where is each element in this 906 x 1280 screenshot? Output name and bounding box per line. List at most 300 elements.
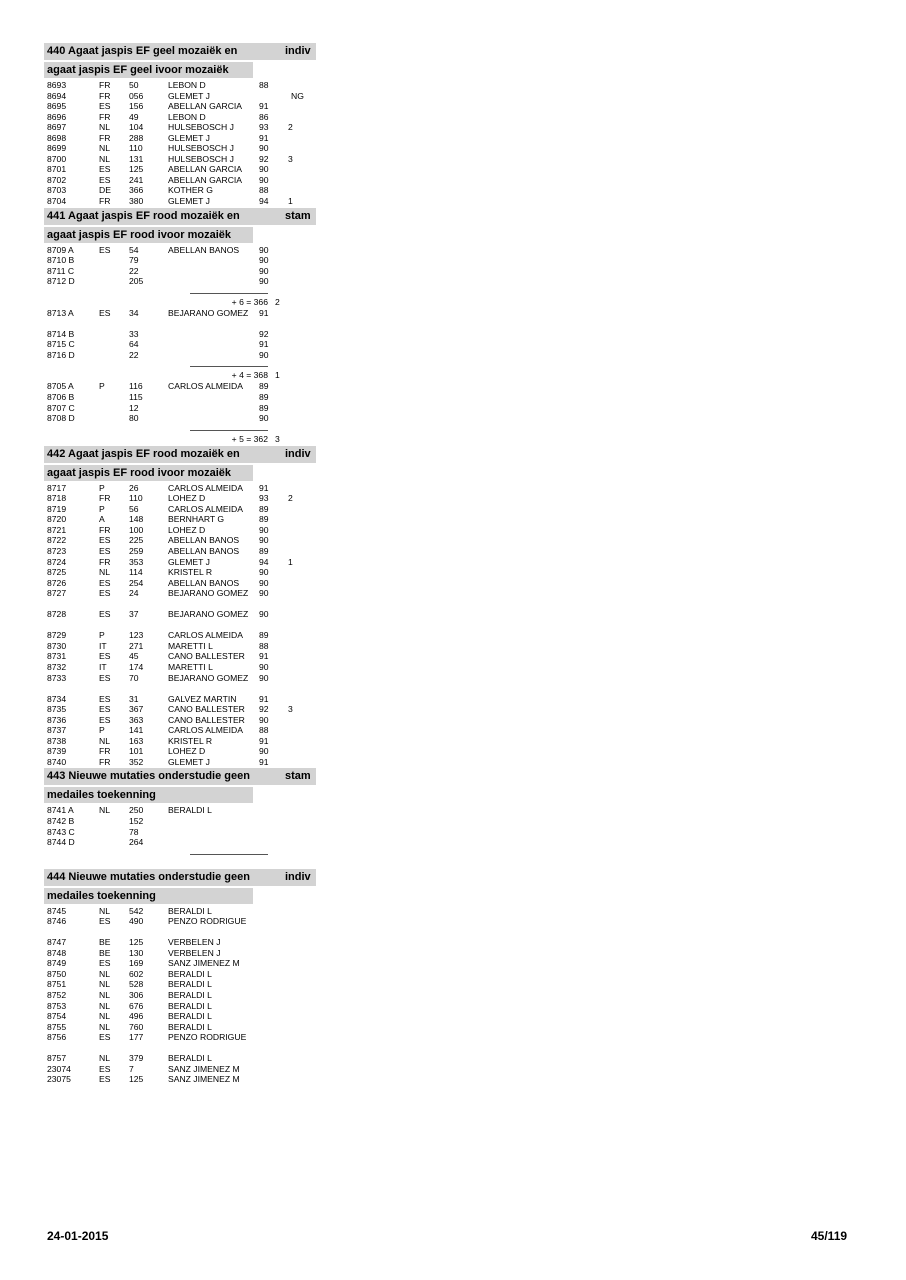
entry-number: 8743 C	[47, 826, 75, 837]
table-row	[44, 413, 316, 424]
entry-number: 8725	[47, 567, 67, 578]
entry-number: 8724	[47, 556, 67, 567]
entry-number: 8737	[47, 725, 67, 736]
country-code: FR	[99, 132, 111, 143]
ring-number: 7	[129, 1063, 134, 1074]
ring-number: 125	[129, 937, 144, 948]
table-row	[44, 381, 316, 392]
score: 92	[259, 704, 269, 715]
breeder-name: LOHEZ D	[168, 524, 206, 535]
entry-number: 8748	[47, 947, 67, 958]
score: 86	[259, 111, 269, 122]
table-row	[44, 80, 316, 91]
score: 89	[259, 503, 269, 514]
breeder-name: BERALDI L	[168, 979, 212, 990]
breeder-name: CARLOS ALMEIDA	[168, 503, 243, 514]
table-row	[44, 175, 316, 186]
table-row	[44, 504, 316, 515]
rank: 3	[288, 704, 293, 715]
total-value: + 4 = 368	[231, 370, 268, 381]
breeder-name: BERALDI L	[168, 1053, 212, 1064]
country-code: NL	[99, 1021, 110, 1032]
entry-number: 8746	[47, 916, 67, 927]
entry-number: 8696	[47, 111, 67, 122]
breeder-name: SANZ JIMENEZ M	[168, 1074, 240, 1085]
table-row	[44, 609, 316, 630]
table-row	[44, 493, 316, 504]
entry-number: 8753	[47, 1000, 67, 1011]
ring-number: 148	[129, 514, 144, 525]
score: 91	[259, 307, 269, 318]
table-row	[44, 112, 316, 123]
country-code: NL	[99, 1011, 110, 1022]
country-code: FR	[99, 493, 111, 504]
country-code: ES	[99, 958, 111, 969]
section-title: 443 Nieuwe mutaties onderstudie geen	[47, 770, 250, 783]
table-row	[44, 805, 316, 816]
ring-number: 130	[129, 947, 144, 958]
breeder-name: HULSEBOSCH J	[168, 122, 234, 133]
score: 88	[259, 640, 269, 651]
table-row	[44, 266, 316, 277]
breeder-name: ABELLAN BANOS	[168, 577, 240, 588]
entry-number: 23075	[47, 1074, 71, 1085]
score: 93	[259, 122, 269, 133]
score: 90	[259, 746, 269, 757]
breeder-name: CARLOS ALMEIDA	[168, 725, 243, 736]
breeder-name: CANO BALLESTER	[168, 714, 245, 725]
entry-number: 8734	[47, 693, 67, 704]
table-row	[44, 827, 316, 838]
country-code: P	[99, 503, 105, 514]
entry-number: 8713 A	[47, 307, 74, 318]
group-total	[44, 434, 316, 445]
total-rank: 2	[275, 296, 280, 307]
section-title: 441 Agaat jaspis EF rood mozaiëk en	[47, 209, 240, 222]
breeder-name: CANO BALLESTER	[168, 704, 245, 715]
table-row	[44, 906, 316, 917]
score: 90	[259, 714, 269, 725]
breeder-name: MARETTI L	[168, 640, 213, 651]
ring-number: 496	[129, 1011, 144, 1022]
section-kind: stam	[285, 770, 311, 783]
entry-number: 8755	[47, 1021, 67, 1032]
entry-number: 8728	[47, 609, 67, 620]
country-code: ES	[99, 1074, 111, 1085]
ring-number: 380	[129, 196, 144, 207]
ring-number: 22	[129, 349, 139, 360]
country-code: P	[99, 630, 105, 641]
entry-number: 8704	[47, 196, 67, 207]
score: 91	[259, 693, 269, 704]
entry-number: 8723	[47, 545, 67, 556]
entry-number: 8717	[47, 482, 67, 493]
country-code: DE	[99, 185, 111, 196]
table-row	[44, 641, 316, 652]
ring-number: 116	[129, 381, 143, 392]
table-row	[44, 816, 316, 827]
table-row	[44, 514, 316, 525]
entry-number: 8706 B	[47, 392, 75, 403]
country-code: ES	[99, 672, 111, 683]
ring-number: 64	[129, 339, 139, 350]
total-rank: 3	[275, 433, 280, 444]
entry-number: 8701	[47, 164, 67, 175]
sum-divider	[44, 287, 316, 297]
section-title: 444 Nieuwe mutaties onderstudie geen	[47, 870, 250, 883]
entry-number: 8741 A	[47, 805, 74, 816]
country-code: BE	[99, 937, 111, 948]
section-header	[44, 43, 316, 60]
country-code: ES	[99, 651, 111, 662]
entry-number: 8707 C	[47, 402, 75, 413]
country-code: NL	[99, 153, 110, 164]
breeder-name: LOHEZ D	[168, 493, 206, 504]
ring-number: 100	[129, 524, 144, 535]
score: 89	[259, 545, 269, 556]
entry-number: 8732	[47, 661, 67, 672]
rank: 2	[288, 493, 293, 504]
ring-number: 174	[129, 661, 144, 672]
entry-number: 8708 D	[47, 413, 75, 424]
entry-number: 8721	[47, 524, 67, 535]
entry-number: 8703	[47, 185, 67, 196]
ring-number: 542	[129, 905, 144, 916]
breeder-name: BEJARANO GOMEZ	[168, 588, 249, 599]
score: 93	[259, 493, 269, 504]
entry-number: 8736	[47, 714, 67, 725]
ring-number: 12	[129, 402, 139, 413]
table-row	[44, 588, 316, 609]
table-row	[44, 916, 316, 937]
breeder-name: LEBON D	[168, 80, 206, 90]
country-code: FR	[99, 90, 111, 101]
country-code: NL	[99, 968, 110, 979]
country-code: NL	[99, 1000, 110, 1011]
ring-number: 123	[129, 630, 144, 641]
section-kind: indiv	[285, 447, 311, 460]
ring-number: 241	[129, 174, 144, 185]
breeder-name: SANZ JIMENEZ M	[168, 958, 240, 969]
ring-number: 056	[129, 90, 144, 101]
score: 90	[259, 255, 269, 266]
score: 94	[259, 556, 269, 567]
breeder-name: VERBELEN J	[168, 937, 221, 948]
score: 89	[259, 381, 269, 392]
table-row	[44, 403, 316, 414]
breeder-name: GLEMET J	[168, 556, 210, 567]
ring-number: 528	[129, 979, 144, 990]
entry-number: 8698	[47, 132, 67, 143]
score: 91	[259, 735, 269, 746]
breeder-name: CARLOS ALMEIDA	[168, 630, 243, 641]
divider-line	[190, 293, 268, 294]
country-code: P	[99, 725, 105, 736]
ring-number: 379	[129, 1053, 144, 1064]
score: 90	[259, 276, 269, 287]
table-row	[44, 196, 316, 207]
entry-number: 8745	[47, 905, 67, 916]
ring-number: 271	[129, 640, 144, 651]
results-list	[44, 42, 316, 1085]
score: 89	[259, 514, 269, 525]
table-row	[44, 694, 316, 705]
breeder-name: BERALDI L	[168, 1011, 212, 1022]
total-rank: 1	[275, 370, 280, 381]
table-row	[44, 725, 316, 736]
ring-number: 288	[129, 132, 144, 143]
entry-number: 8739	[47, 746, 67, 757]
section-header	[44, 446, 316, 463]
table-row	[44, 673, 316, 694]
country-code: ES	[99, 307, 111, 318]
entry-number: 8750	[47, 968, 67, 979]
score: 90	[259, 661, 269, 672]
breeder-name: BEJARANO GOMEZ	[168, 672, 249, 683]
total-value: + 6 = 366	[231, 296, 268, 307]
breeder-name: BERALDI L	[168, 968, 212, 979]
table-row	[44, 1074, 316, 1085]
score: 90	[259, 413, 269, 424]
entry-number: 8700	[47, 153, 67, 164]
table-row	[44, 308, 316, 329]
ring-number: 163	[129, 735, 144, 746]
table-row	[44, 557, 316, 568]
table-row	[44, 91, 316, 102]
score: 88	[259, 80, 269, 90]
breeder-name: CARLOS ALMEIDA	[168, 482, 243, 493]
ring-number: 54	[129, 244, 139, 255]
entry-number: 8719	[47, 503, 67, 514]
country-code: BE	[99, 947, 111, 958]
sum-divider	[44, 360, 316, 370]
entry-number: 8718	[47, 493, 67, 504]
entry-number: 8722	[47, 535, 67, 546]
score: 90	[259, 164, 269, 175]
ring-number: 676	[129, 1000, 144, 1011]
ring-number: 110	[129, 493, 143, 504]
divider-line	[190, 366, 268, 367]
country-code: ES	[99, 916, 111, 927]
section-kind: indiv	[285, 870, 311, 883]
entry-number: 8733	[47, 672, 67, 683]
country-code: NL	[99, 122, 110, 133]
table-row	[44, 245, 316, 256]
score: 88	[259, 185, 269, 196]
entry-number: 8752	[47, 990, 67, 1000]
country-code: IT	[99, 640, 107, 651]
table-row	[44, 483, 316, 494]
section-subheader: medailes toekenning	[44, 888, 253, 904]
breeder-name: GLEMET J	[168, 132, 210, 143]
table-row	[44, 329, 316, 340]
entry-number: 8711 C	[47, 265, 75, 276]
ring-number: 367	[129, 704, 144, 715]
entry-number: 8740	[47, 756, 67, 767]
spacer	[44, 858, 316, 868]
entry-number: 8726	[47, 577, 67, 588]
table-row	[44, 630, 316, 641]
breeder-name: VERBELEN J	[168, 947, 221, 958]
divider-line	[190, 430, 268, 431]
country-code: A	[99, 514, 105, 525]
score: 92	[259, 328, 269, 339]
breeder-name: KRISTEL R	[168, 567, 213, 578]
country-code: ES	[99, 545, 111, 556]
breeder-name: MARETTI L	[168, 661, 213, 672]
score: 90	[259, 174, 269, 185]
table-row	[44, 746, 316, 757]
score: 90	[259, 524, 269, 535]
entry-number: 8756	[47, 1032, 67, 1043]
score: 90	[259, 588, 269, 599]
country-code: ES	[99, 174, 111, 185]
ring-number: 26	[129, 482, 139, 493]
table-row	[44, 736, 316, 747]
section-kind: stam	[285, 209, 311, 222]
country-code: ES	[99, 577, 111, 588]
ring-number: 760	[129, 1021, 144, 1032]
table-row	[44, 651, 316, 662]
ring-number: 56	[129, 503, 139, 514]
table-row	[44, 969, 316, 980]
breeder-name: CANO BALLESTER	[168, 651, 245, 662]
table-row	[44, 990, 316, 1001]
table-row	[44, 1032, 316, 1053]
ring-number: 22	[129, 265, 139, 276]
country-code: NL	[99, 905, 110, 916]
entry-number: 8716 D	[47, 349, 75, 360]
ring-number: 50	[129, 80, 139, 90]
breeder-name: BERALDI L	[168, 1000, 212, 1011]
entry-number: 8699	[47, 143, 67, 154]
country-code: NL	[99, 735, 110, 746]
table-row	[44, 958, 316, 969]
table-row	[44, 715, 316, 726]
table-row	[44, 1053, 316, 1064]
breeder-name: GLEMET J	[168, 756, 210, 767]
table-row	[44, 662, 316, 673]
breeder-name: GALVEZ MARTIN	[168, 693, 237, 704]
score: 94	[259, 196, 269, 207]
entry-number: 8705 A	[47, 381, 74, 392]
rank: 3	[288, 153, 293, 164]
ring-number: 37	[129, 609, 139, 620]
section-header	[44, 208, 316, 225]
entry-number: 8730	[47, 640, 67, 651]
table-row	[44, 154, 316, 165]
entry-number: 8695	[47, 101, 67, 112]
table-row	[44, 535, 316, 546]
ring-number: 101	[129, 746, 144, 757]
entry-number: 8742 B	[47, 815, 75, 826]
breeder-name: LOHEZ D	[168, 746, 206, 757]
entry-number: 8694	[47, 90, 67, 101]
breeder-name: LEBON D	[168, 111, 206, 122]
sum-divider	[44, 424, 316, 434]
ring-number: 264	[129, 837, 144, 848]
country-code: ES	[99, 704, 111, 715]
score: 90	[259, 265, 269, 276]
ring-number: 306	[129, 990, 144, 1000]
entry-number: 8738	[47, 735, 67, 746]
table-row	[44, 704, 316, 715]
footer-page-number: 45/119	[811, 1229, 848, 1243]
country-code: ES	[99, 164, 111, 175]
ring-number: 152	[129, 815, 144, 826]
breeder-name: ABELLAN GARCIA	[168, 164, 243, 175]
ring-number: 250	[129, 805, 144, 816]
table-row	[44, 837, 316, 848]
entry-number: 8712 D	[47, 276, 75, 287]
ring-number: 363	[129, 714, 144, 725]
entry-number: 8714 B	[47, 328, 75, 339]
table-row	[44, 1064, 316, 1075]
score: 90	[259, 535, 269, 546]
score: 90	[259, 143, 269, 154]
breeder-name: PENZO RODRIGUE	[168, 1032, 247, 1043]
score: 92	[259, 153, 269, 164]
ring-number: 205	[129, 276, 144, 287]
ring-number: 79	[129, 255, 139, 266]
breeder-name: SANZ JIMENEZ M	[168, 1063, 240, 1074]
country-code: ES	[99, 609, 111, 620]
score: 90	[259, 567, 269, 578]
score: 89	[259, 392, 269, 403]
entry-number: 8702	[47, 174, 67, 185]
country-code: NL	[99, 1053, 110, 1064]
country-code: FR	[99, 196, 111, 207]
divider-line	[190, 854, 268, 855]
country-code: FR	[99, 746, 111, 757]
table-row	[44, 525, 316, 536]
ring-number: 141	[129, 725, 144, 736]
table-row	[44, 1001, 316, 1012]
country-code: NL	[99, 979, 110, 990]
country-code: FR	[99, 524, 111, 535]
section-subheader: medailes toekenning	[44, 787, 253, 803]
country-code: ES	[99, 535, 111, 546]
score: 88	[259, 725, 269, 736]
entry-number: 8754	[47, 1011, 67, 1022]
entry-number: 8710 B	[47, 255, 75, 266]
score: 91	[259, 132, 269, 143]
ring-number: 115	[129, 392, 143, 403]
section-subheader: agaat jaspis EF rood ivoor mozaiëk	[44, 227, 253, 243]
ring-number: 131	[129, 153, 144, 164]
breeder-name: ABELLAN GARCIA	[168, 101, 243, 112]
section-title: 442 Agaat jaspis EF rood mozaiëk en	[47, 447, 240, 460]
group-total	[44, 297, 316, 308]
breeder-name: ABELLAN BANOS	[168, 244, 240, 255]
table-row	[44, 276, 316, 287]
ring-number: 34	[129, 307, 139, 318]
table-row	[44, 948, 316, 959]
ring-number: 31	[129, 693, 139, 704]
table-row	[44, 546, 316, 557]
score: 89	[259, 402, 269, 413]
section-subheader: agaat jaspis EF rood ivoor mozaiëk	[44, 465, 253, 481]
ring-number: 225	[129, 535, 144, 546]
ring-number: 177	[129, 1032, 144, 1043]
country-code: NL	[99, 143, 110, 154]
score: 90	[259, 609, 269, 620]
country-code: NL	[99, 567, 110, 578]
country-code: ES	[99, 101, 111, 112]
table-row	[44, 185, 316, 196]
entry-number: 8757	[47, 1053, 67, 1064]
entry-number: 8747	[47, 937, 67, 948]
